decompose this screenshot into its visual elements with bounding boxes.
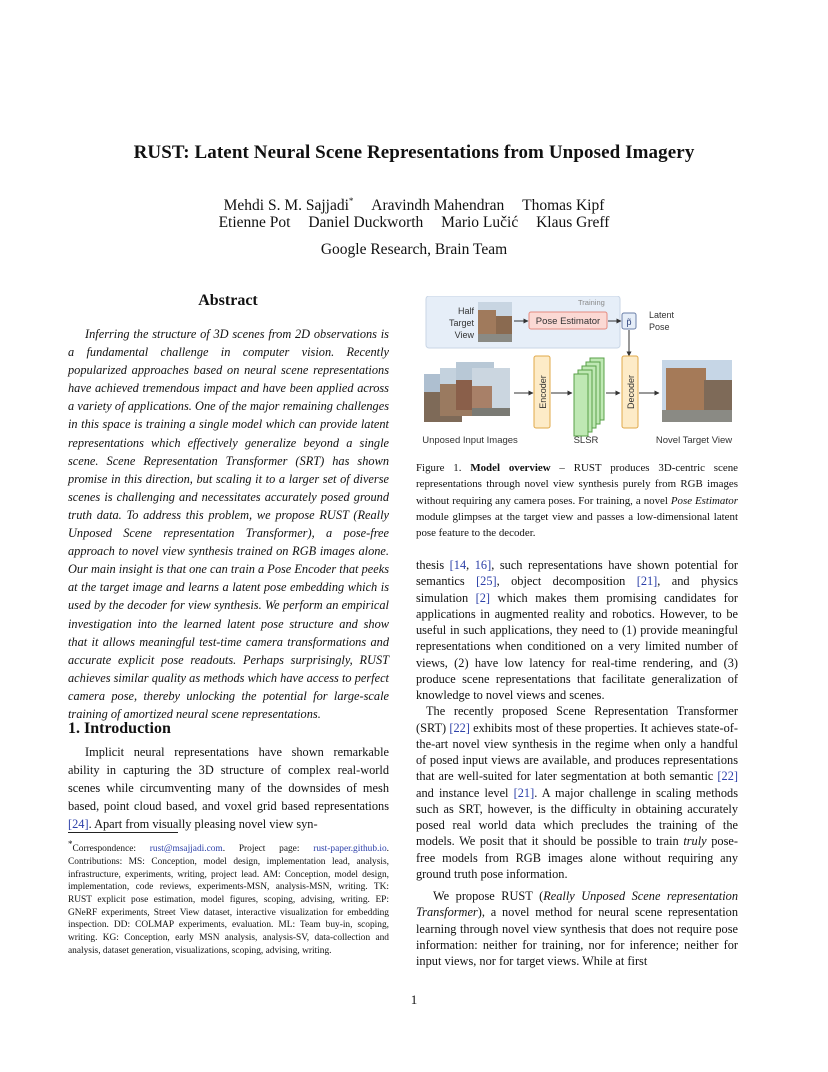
citation-link[interactable]: [22] — [717, 769, 738, 784]
unposed-input-label: Unposed Input Images — [422, 435, 518, 446]
author-line-1 — [0, 196, 828, 215]
slsr-stack — [574, 358, 604, 436]
half-target-label: Target — [448, 318, 474, 328]
author-name: Klaus Greff — [536, 214, 610, 231]
footnote-divider — [68, 832, 178, 833]
latent-pose-symbol: p̃ — [626, 317, 632, 327]
author-name: Etienne Pot — [218, 214, 291, 231]
figure-diagram — [416, 296, 738, 452]
author-name: Daniel Duckworth — [308, 214, 424, 231]
training-label: Training — [578, 298, 605, 307]
abstract-body: Inferring the structure of 3D scenes from 2D observations is a fundamental challenge in computer vision. Recently popularized approaches based on neural scene representations have achieved tremendous impact and have been applied across a variety of applications. One of the major remaining challenges in this space is training a single model which can provide latent representations which effectively generalize beyond a single scene. Scene Representation Transformer (SRT) has shown promise in this direction, but scaling it to a larger set of diverse scenes is challenging and necessitates accurately posed ground truth data. To address this problem, we propose RUST (Really Unposed Scene representation Transformer), a pose-free approach to novel view synthesis trained on RGB images alone. Our main insight is that one can train a Pose Encoder that peeks at the target image and learns a latent pose embedding which is used by the decoder for view synthesis. We perform an empirical investigation into the learned latent pose structure and show that it allows meaningful test-time camera transformations and accurate explicit pose readouts. Perhaps surprisingly, RUST achieves similar quality as methods which have access to perfect camera pose, thereby unlocking the potential for large-scale training of amortized neural scene representations. — [68, 327, 389, 721]
page-number: 1 — [410, 992, 418, 1007]
citation-link[interactable]: [14 — [449, 558, 467, 572]
model-overview-figure — [416, 296, 738, 452]
pose-estimator-label: Pose Estimator — [535, 316, 601, 327]
citation-link[interactable]: [25] — [476, 574, 497, 589]
slsr-label: SLSR — [573, 435, 599, 446]
author-name: Mario Lučić — [441, 214, 519, 231]
novel-target-label: Novel Target View — [655, 435, 733, 446]
paragraph: We propose RUST (Really Unposed Scene representation Transformer), a novel method for neural scene representation learning through novel view synthesis that does not require pose information: neither for training, nor for inference; neither for input views, nor for target views. While at first — [416, 889, 739, 968]
intro-paragraph: Implicit neural representations have shown remarkable ability in capturing the 3D structure of complex real-world scenes while circumventing many of the downsides of mesh based, point cloud based, and voxel grid based representations [24]. Apart from visually pleasing novel view syn- — [68, 745, 389, 832]
author-name: Mehdi S. M. Sajjadi* — [223, 196, 354, 215]
affiliation: Google Research, Brain Team — [320, 241, 508, 258]
latent-pose-label: Latent — [649, 310, 675, 320]
half-target-image — [478, 302, 512, 342]
citation-link[interactable]: [24] — [68, 817, 89, 832]
right-column-body — [416, 557, 738, 969]
section-heading-introduction: 1. Introduction — [68, 720, 171, 737]
citation-link[interactable]: [2] — [475, 590, 491, 605]
citation-link[interactable]: [21] — [513, 785, 535, 800]
citation-link[interactable]: 16] — [474, 558, 492, 572]
decoder-label: Decoder — [626, 374, 636, 410]
project-page-link[interactable]: rust-paper.github.io — [313, 844, 387, 855]
input-images-stack — [424, 362, 510, 422]
paragraph: The recently proposed Scene Representation Transformer (SRT) [22] exhibits most of these properties. It achieves state-of-the-art novel view synthesis in the regime when only a handful of posed input views are available, and produces representations that are well-suited for later segmentation at both semantic [22] and instance level [21]. A major challenge in scaling methods such as SRT, however, is the difficulty in obtaining accurately posed real world data which precludes the training of the models. We posit that it should be possible to train truly pose-free models from RGB images alone without requiring any ground truth pose information. — [416, 704, 738, 881]
email-link[interactable]: rust@msajjadi.com — [149, 844, 223, 855]
citation-link[interactable]: [21] — [636, 574, 658, 589]
paragraph: thesis [14, 16], such representations have shown potential for semantics [25], object decomposition [21], and physics simulation [2] which makes them promising candidates for applications in augmented reality and robotics. However, to be useful in such applications, they need to (1) provide meaningful representations when conditioned on a very limited number of views, (2) have low latency for real-time rendering, and (3) produce scene representations that facilitate generalization of knowledge to novel views and scenes. — [416, 558, 738, 702]
abstract-heading: Abstract — [198, 292, 258, 309]
encoder-label: Encoder — [538, 375, 548, 409]
half-target-label: View — [454, 330, 474, 340]
half-target-label: Half — [457, 306, 474, 316]
latent-pose-label: Pose — [649, 322, 670, 332]
figure-caption: Figure 1. Model overview – RUST produces 3D-centric scene representations through novel view synthesis purely from RGB images without requiring any camera poses. For training, a novel Pose Estimator module glimpses at the target view and passes a low-dimensional latent pose feature to the decoder. — [416, 462, 738, 540]
paper-title: RUST: Latent Neural Scene Representations from Unposed Imagery — [133, 142, 695, 163]
author-name: Thomas Kipf — [522, 197, 605, 215]
footnote: *Correspondence: rust@msajjadi.com. Project page: rust-paper.github.io. Contributions: MS: Conception, model design, implementation lead, analysis, infrastructure, experiments, writing, project lead. AM: Conception, model design, implementation, code reviews, experiments-MSN, analysis-MSN, writing. TK: RUST explicit pose estimation, model figures, scoping, advising, writing. EP: GNeRF experiments, Street View dataset, interactive visualization for embedding inspection. DD: COLMAP experiments, evaluation. ML: Team buy-in, scoping, writing. KG: Conception, early MSN analysis, analysis-SV, data-collection and analysis, dataset generation, visualizations, scoping, advising, writing. — [68, 839, 389, 956]
novel-target-image — [662, 360, 732, 422]
citation-link[interactable]: [22] — [449, 720, 470, 735]
author-name: Aravindh Mahendran — [371, 197, 505, 215]
author-line-2 — [0, 214, 828, 232]
